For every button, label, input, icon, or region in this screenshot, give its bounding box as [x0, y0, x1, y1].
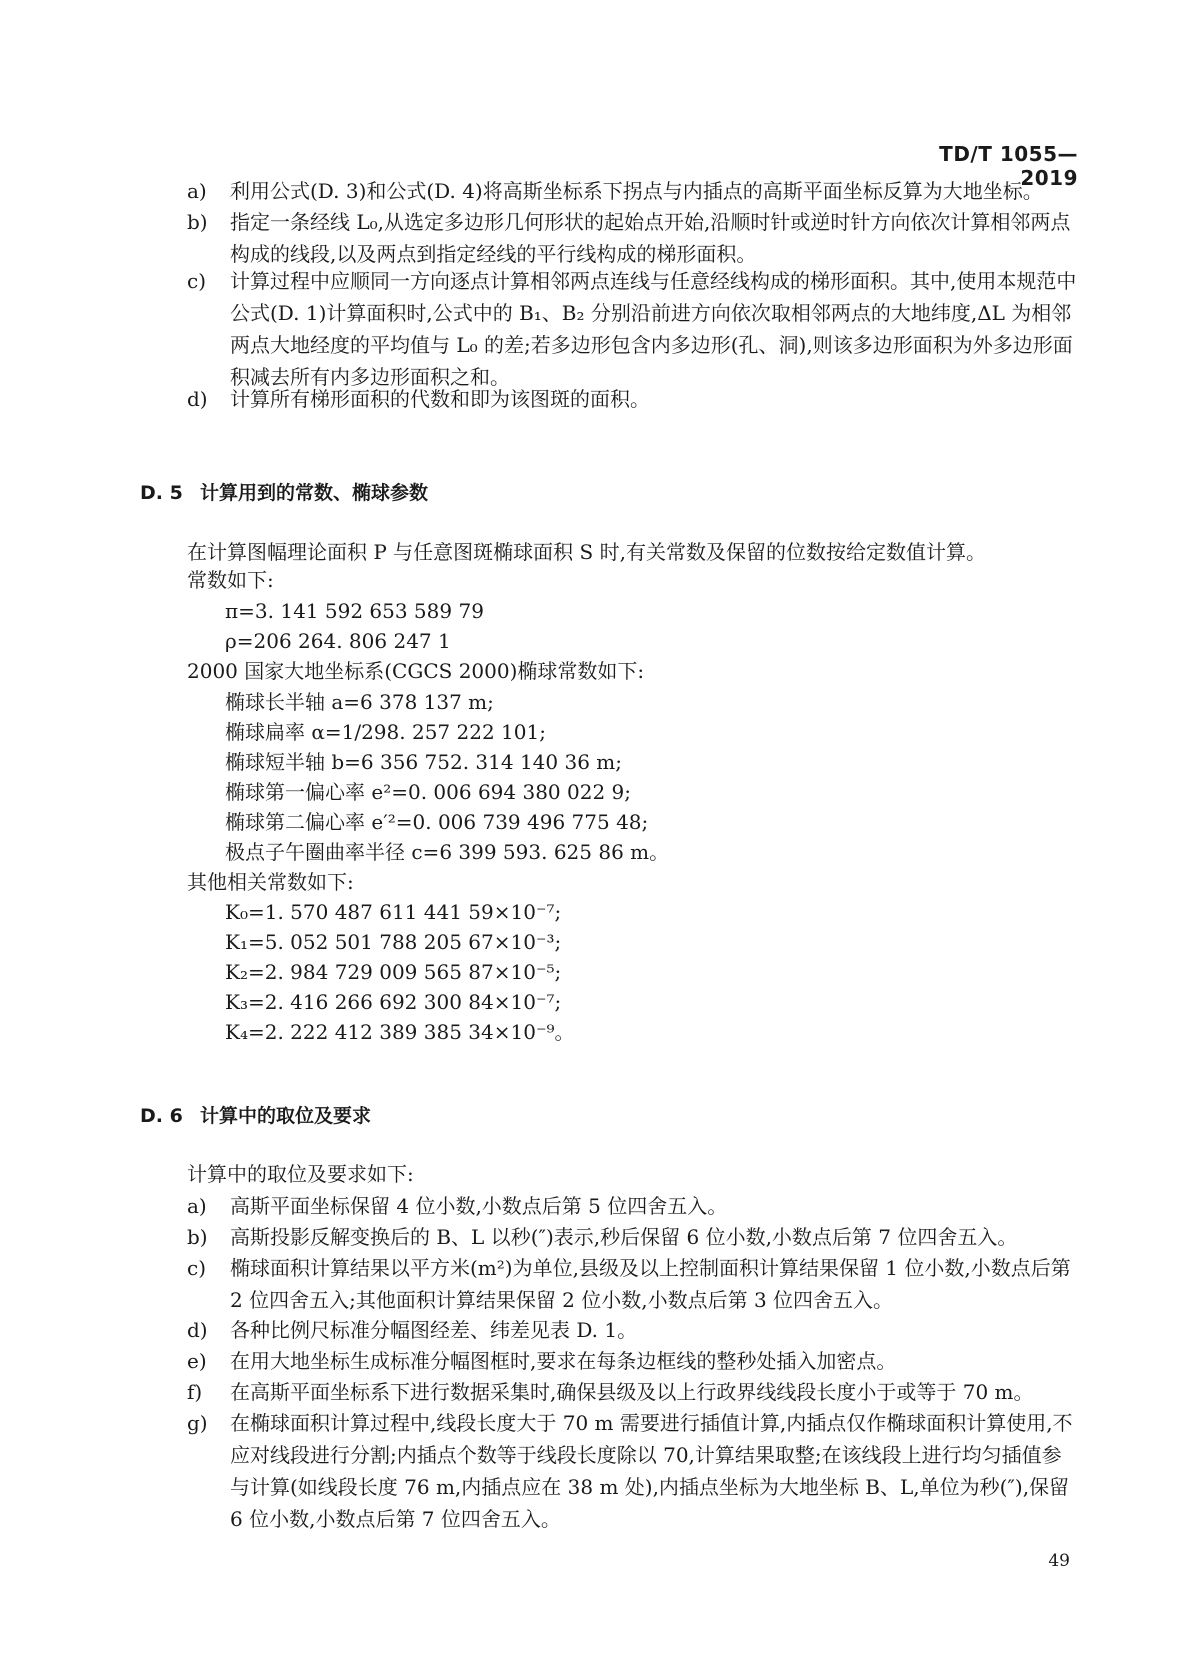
list-label: b)	[187, 210, 208, 234]
other-constants-heading: 其他相关常数如下:	[187, 870, 354, 894]
ellipsoid-param: 椭球第二偏心率 e′²=0. 006 739 496 775 48;	[225, 810, 649, 834]
list-text: 指定一条经线 L₀,从选定多边形几何形状的起始点开始,沿顺时针或逆时针方向依次计算相邻两点构成的线段,以及两点到指定经线的平行线构成的梯形面积。	[230, 210, 1071, 266]
constant-k4: K₄=2. 222 412 389 385 34×10⁻⁹。	[225, 1020, 575, 1044]
constant-k0: K₀=1. 570 487 611 441 59×10⁻⁷;	[225, 900, 562, 924]
constant-k1: K₁=5. 052 501 788 205 67×10⁻³;	[225, 930, 562, 954]
ellipsoid-param: 椭球扁率 α=1/298. 257 222 101;	[225, 720, 546, 744]
list-text: 在椭球面积计算过程中,线段长度大于 70 m 需要进行插值计算,内插点仅作椭球面积计算使用,不应对线段进行分割;内插点个数等于线段长度除以 70,计算结果取整;在该线段上进行均匀插值参与计算(如线段长度 76 m,内插点应在 38 m 处),内插点坐标为大地坐标 B、L,单位为秒(″),保留 6 位小数,小数点后第 7 位四舍五入。	[230, 1411, 1073, 1531]
list-item-e	[187, 1345, 1077, 1377]
paragraph-intro: 计算中的取位及要求如下:	[187, 1162, 414, 1186]
constant-pi: π=3. 141 592 653 589 79	[225, 599, 484, 623]
list-label: e)	[187, 1349, 207, 1373]
list-label: c)	[187, 1256, 207, 1280]
list-text: 高斯平面坐标保留 4 位小数,小数点后第 5 位四舍五入。	[230, 1194, 728, 1218]
list-label: c)	[187, 269, 207, 293]
list-text: 计算所有梯形面积的代数和即为该图斑的面积。	[230, 387, 650, 411]
constant-rho: ρ=206 264. 806 247 1	[225, 629, 451, 653]
list-item-b	[187, 1221, 1077, 1253]
ellipsoid-param: 极点子午圈曲率半径 c=6 399 593. 625 86 m。	[225, 840, 670, 864]
list-item-a	[187, 175, 1077, 207]
document-code: TD/T 1055—2019	[939, 142, 1078, 190]
list-item-d	[187, 1314, 1077, 1346]
page-number: 49	[1048, 1551, 1070, 1571]
section-title: 计算用到的常数、椭球参数	[200, 482, 429, 504]
section-title: 计算中的取位及要求	[200, 1105, 372, 1127]
list-item-b	[187, 206, 1077, 270]
list-text: 各种比例尺标准分幅图经差、纬差见表 D. 1。	[230, 1318, 638, 1342]
section-number: D. 5	[140, 482, 183, 504]
list-label: b)	[187, 1225, 208, 1249]
section-heading-d6	[140, 1101, 371, 1128]
list-text: 计算过程中应顺同一方向逐点计算相邻两点连线与任意经线构成的梯形面积。其中,使用本规范中公式(D. 1)计算面积时,公式中的 B₁、B₂ 分别沿前进方向依次取相邻两点的大地纬度,ΔL 为相邻两点大地经度的平均值与 L₀ 的差;若多边形包含内多边形(孔、洞),则该多边形面积为外多边形面积减去所有内多边形面积之和。	[230, 269, 1077, 389]
list-item-f	[187, 1376, 1077, 1408]
constants-heading: 常数如下:	[187, 568, 274, 592]
list-label: a)	[187, 1194, 207, 1218]
list-label: g)	[187, 1411, 208, 1435]
paragraph-intro: 在计算图幅理论面积 P 与任意图斑椭球面积 S 时,有关常数及保留的位数按给定数值计算。	[187, 540, 986, 564]
ellipsoid-param: 椭球长半轴 a=6 378 137 m;	[225, 690, 494, 714]
list-text: 在高斯平面坐标系下进行数据采集时,确保县级及以上行政界线线段长度小于或等于 70 m。	[230, 1380, 1034, 1404]
list-text: 在用大地坐标生成标准分幅图框时,要求在每条边框线的整秒处插入加密点。	[230, 1349, 897, 1373]
section-heading-d5	[140, 478, 428, 505]
section-number: D. 6	[140, 1105, 183, 1127]
list-label: d)	[187, 1318, 208, 1342]
list-label: d)	[187, 387, 208, 411]
list-item-d	[187, 383, 1077, 415]
list-label: a)	[187, 179, 207, 203]
constant-k3: K₃=2. 416 266 692 300 84×10⁻⁷;	[225, 990, 562, 1014]
list-label: f)	[187, 1380, 203, 1404]
list-item-c	[187, 1252, 1077, 1316]
list-item-c	[187, 265, 1077, 393]
list-item-a	[187, 1190, 1077, 1222]
constant-k2: K₂=2. 984 729 009 565 87×10⁻⁵;	[225, 960, 562, 984]
list-text: 椭球面积计算结果以平方米(m²)为单位,县级及以上控制面积计算结果保留 1 位小数,小数点后第 2 位四舍五入;其他面积计算结果保留 2 位小数,小数点后第 3 位四舍五入。	[230, 1256, 1071, 1312]
list-text: 高斯投影反解变换后的 B、L 以秒(″)表示,秒后保留 6 位小数,小数点后第 7 位四舍五入。	[230, 1225, 1018, 1249]
ellipsoid-heading: 2000 国家大地坐标系(CGCS 2000)椭球常数如下:	[187, 659, 645, 683]
ellipsoid-param: 椭球第一偏心率 e²=0. 006 694 380 022 9;	[225, 780, 631, 804]
list-item-g	[187, 1407, 1077, 1535]
list-text: 利用公式(D. 3)和公式(D. 4)将高斯坐标系下拐点与内插点的高斯平面坐标反算为大地坐标。	[230, 179, 1043, 203]
ellipsoid-param: 椭球短半轴 b=6 356 752. 314 140 36 m;	[225, 750, 622, 774]
